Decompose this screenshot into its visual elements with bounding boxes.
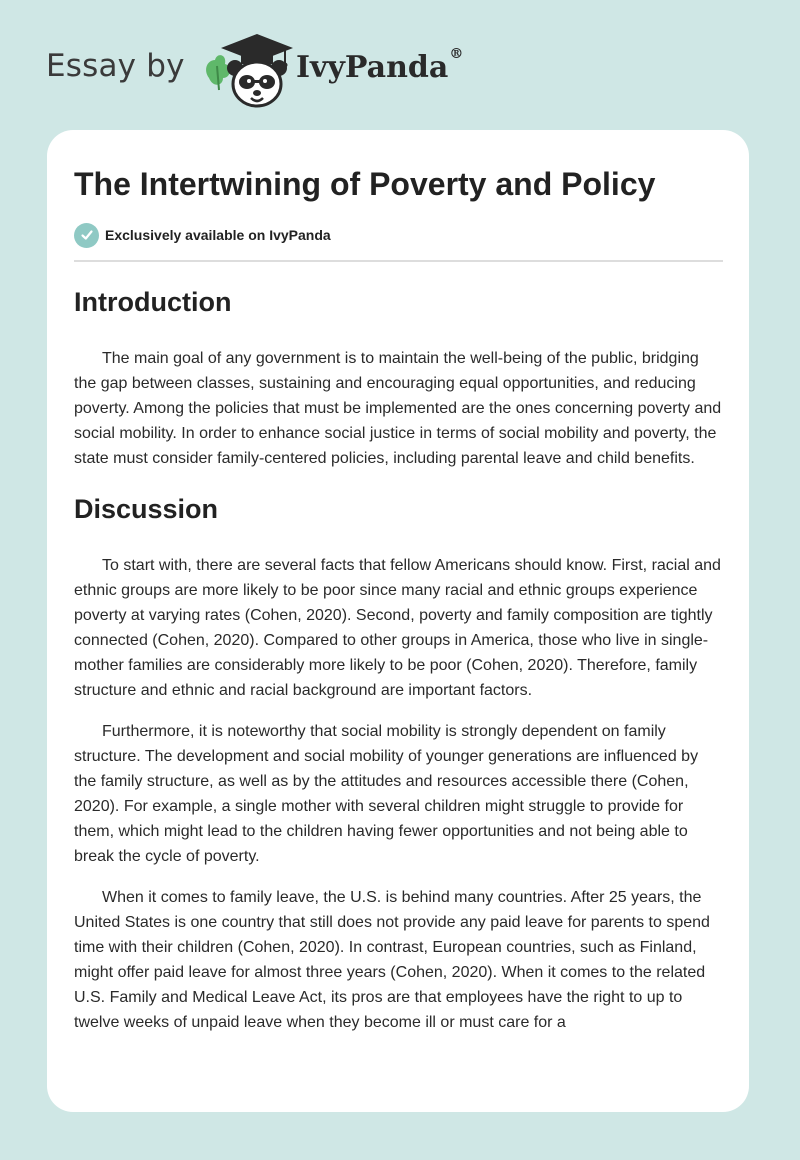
brand-name-text: IvyPanda — [296, 50, 449, 85]
brand-name — [296, 46, 464, 85]
article-body — [74, 280, 724, 1051]
badge-text: Exclusively available on IvyPanda — [105, 227, 331, 243]
registered-mark: ® — [449, 46, 464, 62]
paragraph: Furthermore, it is noteworthy that social mobility is strongly dependent on family structure. The development and social mobility of younger generations are influenced by the family structure, as well as by the attitudes and resources accessible there (Cohen, 2020). For example, a single mother with several children might struggle to provide for them, which might lead to the children having fewer opportunities and not being able to break the cycle of poverty. — [74, 723, 699, 865]
paragraph: When it comes to family leave, the U.S. is behind many countries. After 25 years, the United States is one country that still does not provide any paid leave for parents to spend time with their children (Cohen, 2020). In contrast, European countries, such as Finland, might offer paid leave for almost three years (Cohen, 2020). When it comes to the related U.S. Family and Medical Leave Act, its pros are that employees have the right to up to twelve weeks of unpaid leave when they become ill or must care for a — [74, 889, 710, 1031]
paragraph: To start with, there are several facts that fellow Americans should know. First, racial and ethnic groups are more likely to be poor since many racial and ethnic groups experience poverty at varying rates (Cohen, 2020). Second, poverty and family composition are tightly connected (Cohen, 2020). Compared to other groups in America, those who live in single-mother families are considerably more likely to be poor (Cohen, 2020). Therefore, family structure and ethnic and racial background are important factors. — [74, 557, 721, 699]
section-discussion — [74, 487, 724, 1035]
section-introduction — [74, 280, 724, 471]
essay-card — [47, 130, 749, 1112]
section-heading: Introduction — [74, 287, 232, 317]
essay-by-label: Essay by — [46, 48, 185, 84]
exclusive-badge — [74, 222, 331, 248]
paragraph: The main goal of any government is to maintain the well-being of the public, bridging the gap between classes, sustaining and encouraging equal opportunities, and reducing poverty. Among the policies that must be implemented are the ones concerning poverty and social mobility. In order to enhance social justice in terms of social mobility and poverty, the state must consider family-centered policies, including parental leave and child benefits. — [74, 350, 722, 467]
page-title: The Intertwining of Poverty and Policy — [74, 166, 656, 202]
panda-logo-icon — [201, 30, 293, 110]
site-brand[interactable] — [46, 30, 516, 110]
title-divider — [74, 260, 723, 262]
section-heading: Discussion — [74, 494, 219, 524]
check-circle-icon — [74, 223, 99, 248]
